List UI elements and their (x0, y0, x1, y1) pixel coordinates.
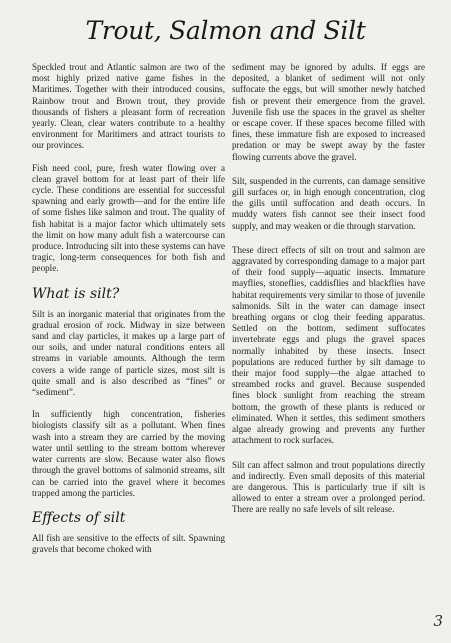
right-column (232, 62, 425, 529)
intro-paragraph: Speckled trout and Atlantic salmon are two of the most highly prized native game fishes in the Maritimes. Together with their introduced cousins, Rainbow trout and Brown trout, they provide thousands of fishers a pleasant form of recreation yearly. Clean, clear waters contribute to a healthy environment for Maritimers and attract tourists to our provinces. (32, 62, 225, 151)
food-supply-paragraph: These direct effects of silt on trout and salmon are aggravated by corresponding damage to a major part of their food supply—aquatic insects. Immature mayflies, stoneflies, caddisflies and blackflies have habitat requirements very similar to those of juvenile salmonids. Silt in the water can damage insect breathing organs or clog their feeding apparatus. Settled on the bottom, sediment suffocates invertebrate eggs and plugs the gravel spaces normally inhabited by these insects. Insect populations are reduced further by silt damage to their major food supply—the algae attached to streambed rocks and gravel. Because suspended fines block sunlight from reaching the stream bottom, the growth of these plants is reduced or eliminated. When it settles, this sediment smothers algae already growing and prevents any further attachment to rock surfaces. (232, 244, 425, 446)
effects-paragraph-start: All fish are sensitive to the effects of silt. Spawning gravels that become choked with (32, 532, 225, 555)
left-column (32, 62, 225, 566)
section-heading-effects-of-silt: Effects of silt (32, 509, 126, 526)
suspended-silt-paragraph: Silt, suspended in the currents, can damage sensitive gill surfaces or, in high enough concentration, clog the gills until suffocation and death occurs. In muddy waters fish cannot see their insect food supply, and may weaken or die through starvation. (232, 175, 425, 231)
effects-paragraph-continued: sediment may be ignored by adults. If eggs are deposited, a blanket of sediment will not only suffocate the eggs, but will smother newly hatched fish or prevent their emergence from the gravel. Juvenile fish use the spaces in the gravel as shelter or escape cover. If these spaces become filled with fines, these immature fish are exposed to increased predation or may be swept away by the faster flowing currents above the gravel. (232, 62, 425, 162)
page-title: Trout, Salmon and Silt (85, 16, 366, 45)
silt-definition-paragraph: Silt is an inorganic material that originates from the gradual erosion of rock. Midway in size between sand and clay particles, it makes up a large part of our soils, and under natural conditions enters all streams in variable amounts. Although the term covers a wide range of particle sizes, most silt is quite small and is also described as “fines” or “sediment”. (32, 308, 225, 398)
habitat-paragraph: Fish need cool, pure, fresh water flowing over a clean gravel bottom for at least part of their life cycle. These conditions are essential for successful spawning and early growth—and for the entire life of some fishes like salmon and trout. The quality of fish habitat is a major factor which ultimately sets the limit on how many adult fish a watercourse can produce. Introducing silt into these systems can have tragic, long-term consequences for both fish and people. (32, 162, 225, 274)
page-number: 3 (433, 612, 443, 630)
silt-pollutant-paragraph: In sufficiently high concentration, fisheries biologists classify silt as a pollutant. When fines wash into a stream they are carried by the moving water until settling to the stream bottom wherever water currents are slow. Because water also flows through the gravel bottoms of salmonid streams, silt can be carried into the gravel where it becomes trapped among the particles. (32, 409, 225, 498)
section-heading-what-is-silt: What is silt? (32, 285, 120, 302)
conclusion-paragraph: Silt can affect salmon and trout populations directly and indirectly. Even small deposits of this material are dangerous. This is particularly true if silt is allowed to enter a stream over a prolonged period. There are really no safe levels of silt release. (232, 459, 425, 515)
